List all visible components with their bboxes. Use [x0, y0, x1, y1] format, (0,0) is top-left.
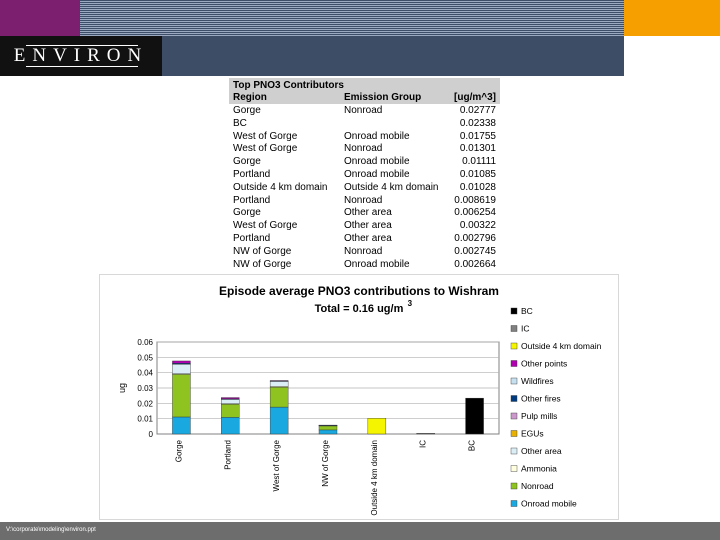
legend-label: Outside 4 km domain: [521, 341, 602, 351]
legend-swatch: [511, 308, 517, 314]
legend-label: Pulp mills: [521, 411, 558, 421]
logo-text: ENVIRON: [13, 45, 149, 66]
cell-region: NW of Gorge: [233, 245, 292, 257]
table-row: [229, 233, 500, 246]
table-row: [229, 169, 500, 182]
y-tick-label: 0.05: [137, 353, 153, 363]
bar-segment: [172, 361, 190, 363]
legend-label: Other area: [521, 446, 562, 456]
legend-swatch: [511, 361, 517, 367]
bar-segment: [417, 433, 435, 434]
bar-segment: [221, 399, 239, 403]
table-row: [229, 143, 500, 156]
header-striped-band: [80, 0, 624, 36]
legend-swatch: [511, 396, 517, 402]
bar-segment: [319, 425, 337, 426]
legend-swatch: [511, 413, 517, 419]
top-contributors-table: [229, 78, 500, 271]
legend-label: BC: [521, 306, 533, 316]
cell-value: 0.00322: [459, 220, 496, 232]
legend-label: EGUs: [521, 428, 544, 439]
table-row: [229, 220, 500, 233]
bar-segment: [466, 398, 484, 434]
y-tick-label: 0.04: [137, 368, 153, 378]
cell-region: Gorge: [233, 207, 261, 219]
bar-segment: [368, 418, 386, 434]
x-tick-label: Outside 4 km domain: [369, 440, 379, 516]
cell-emission-group: Nonroad: [344, 143, 383, 155]
chart-title: Episode average PNO3 contributions to Wishram: [219, 284, 499, 298]
column-header-value: [ug/m^3]: [454, 92, 496, 103]
column-header-region: Region: [233, 92, 267, 103]
cell-emission-group: Other area: [344, 233, 392, 244]
x-tick-label: Portland: [223, 440, 233, 470]
y-tick-label: 0: [148, 430, 153, 439]
cell-value: 0.002745: [454, 245, 496, 257]
legend-label: Ammonia: [521, 463, 557, 474]
header-orange-block: [624, 0, 720, 36]
cell-emission-group: Nonroad: [344, 245, 383, 257]
cell-value: 0.02338: [459, 117, 496, 129]
x-tick-label: Gorge: [174, 440, 184, 463]
cell-emission-group: Nonroad: [344, 194, 383, 206]
cell-emission-group: Onroad mobile: [344, 130, 410, 142]
cell-region: West of Gorge: [233, 130, 298, 142]
legend-label: Other points: [521, 358, 568, 369]
cell-value: 0.002664: [454, 258, 496, 270]
table-title: Top PNO3 Contributors: [233, 80, 344, 91]
footer-bar: [0, 522, 720, 540]
cell-region: West of Gorge: [233, 220, 298, 232]
column-header-emission-group: Emission Group: [344, 92, 422, 103]
x-tick-label: West of Gorge: [272, 440, 282, 492]
cell-emission-group: Onroad mobile: [344, 258, 410, 270]
cell-emission-group: Outside 4 km domain: [344, 181, 439, 193]
cell-value: 0.01755: [459, 130, 496, 142]
bar-segment: [270, 387, 288, 407]
cell-value: 0.002796: [454, 233, 496, 244]
bar-segment: [172, 417, 190, 434]
chart-subtitle-superscript: 3: [407, 299, 413, 308]
legend-swatch: [511, 326, 517, 332]
table-row: [229, 182, 500, 195]
bar-segment: [270, 381, 288, 382]
table-row: [229, 195, 500, 208]
cell-region: West of Gorge: [233, 143, 298, 155]
cell-emission-group: Nonroad: [344, 105, 383, 116]
legend-label: IC: [521, 323, 530, 334]
table-row: [229, 259, 500, 272]
legend-label: Onroad mobile: [521, 498, 577, 509]
table-row: [229, 105, 500, 118]
cell-emission-group: Other area: [344, 207, 392, 219]
environ-logo: [0, 36, 162, 76]
bar-segment: [270, 407, 288, 434]
y-axis-label: ug: [117, 382, 127, 394]
header-purple-block: [0, 0, 80, 36]
cell-emission-group: Onroad mobile: [344, 156, 410, 168]
legend-swatch: [511, 483, 517, 489]
cell-region: Portland: [233, 194, 271, 206]
bar-segment: [221, 398, 239, 399]
bar-segment: [221, 417, 239, 434]
y-tick-label: 0.01: [137, 414, 153, 424]
legend-swatch: [511, 431, 517, 437]
chart-svg: [100, 275, 618, 519]
cell-value: 0.01028: [459, 181, 496, 193]
bar-segment: [172, 374, 190, 417]
legend-swatch: [511, 448, 517, 454]
cell-region: NW of Gorge: [233, 258, 292, 270]
cell-emission-group: Onroad mobile: [344, 169, 410, 180]
legend-swatch: [511, 378, 517, 384]
x-tick-label: NW of Gorge: [321, 440, 330, 487]
table-row: [229, 207, 500, 220]
y-tick-label: 0.06: [137, 338, 153, 347]
bar-segment: [172, 364, 190, 374]
bar-segment: [319, 426, 337, 430]
legend-label: Wildfires: [521, 376, 554, 386]
cell-region: Portland: [233, 233, 271, 244]
bar-segment: [270, 381, 288, 386]
footer-path: V:\corporate\modeling\environ.ppt: [6, 527, 96, 533]
chart-frame: [99, 274, 619, 520]
y-tick-label: 0.03: [137, 384, 153, 393]
cell-value: 0.01301: [459, 143, 496, 155]
table-row: [229, 246, 500, 259]
cell-region: Outside 4 km domain: [233, 181, 328, 193]
table-row: [229, 118, 500, 131]
cell-value: 0.02777: [459, 105, 496, 116]
y-tick-label: 0.02: [137, 399, 153, 409]
legend-label: Other fires: [521, 393, 561, 404]
x-tick-label: IC: [418, 440, 428, 448]
legend-label: Nonroad: [521, 481, 554, 491]
cell-emission-group: Other area: [344, 220, 392, 232]
legend-swatch: [511, 343, 517, 349]
cell-region: Portland: [233, 169, 271, 180]
cell-region: Gorge: [233, 156, 261, 168]
table-header: [229, 78, 500, 104]
legend-swatch: [511, 466, 517, 472]
cell-value: 0.01111: [462, 156, 496, 168]
cell-value: 0.01085: [459, 169, 496, 180]
x-tick-label: BC: [467, 440, 477, 452]
legend-swatch: [511, 501, 517, 507]
cell-region: Gorge: [233, 105, 261, 116]
table-row: [229, 131, 500, 144]
bar-segment: [319, 430, 337, 434]
cell-value: 0.008619: [454, 194, 496, 206]
header-bar: [162, 36, 624, 76]
cell-value: 0.006254: [454, 207, 496, 219]
table-row: [229, 156, 500, 169]
cell-region: BC: [233, 117, 247, 129]
bar-segment: [221, 404, 239, 417]
logo-rule-bottom: [26, 66, 138, 67]
chart-subtitle: Total = 0.16 ug/m: [314, 303, 404, 315]
